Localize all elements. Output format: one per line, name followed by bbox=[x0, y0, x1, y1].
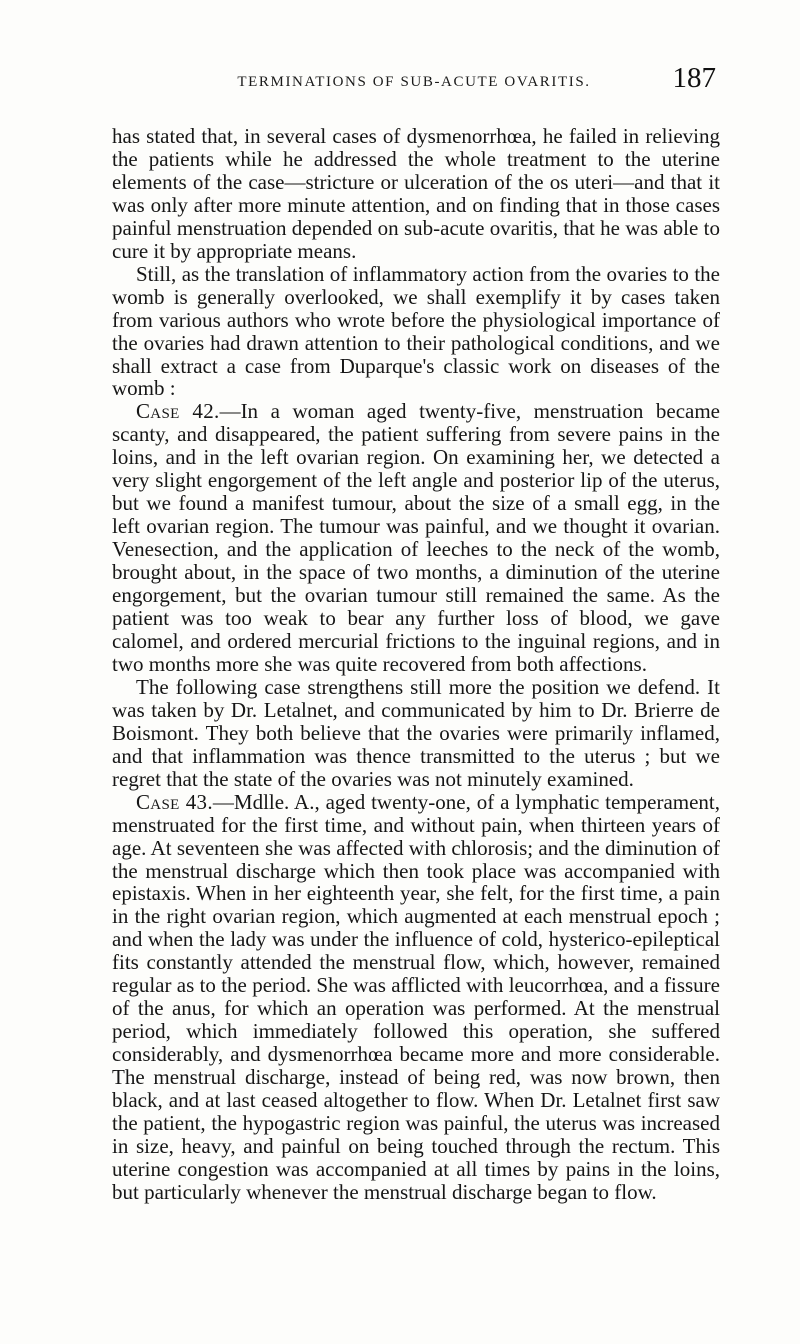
paragraph-text: —In a woman aged twenty-five, menstruation became scanty, and disappeared, the patient suffering from severe pains in the loins, and in the left ovarian region. On examining her, we detected a very slight engorgement of the left angle and posterior lip of the uterus, but we found a manifest tumour, about the size of a small egg, in the left ovarian region. The tumour was painful, and we thought it ovarian. Venesection, and the application of leeches to the neck of the womb, brought about, in the space of two months, a diminution of the uterine engorgement, but the ovarian tumour still remained the same. As the patient was too weak to bear any further loss of blood, we gave calomel, and ordered mercurial frictions to the inguinal regions, and in two months more she was quite recovered from both affections. bbox=[112, 399, 720, 676]
paragraph-text: —Mdlle. A., aged twenty-one, of a lymphatic temperament, menstruated for the first time, and without pain, when thirteen years of age. At seventeen she was affected with chlorosis; and the diminution of the menstrual discharge which then took place was accompanied with epistaxis. When in her eighteenth year, she felt, for the first time, a pain in the right ovarian region, which augmented at each menstrual epoch ; and when the lady was under the influence of cold, hysterico-epileptical fits constantly attended the menstrual flow, which, however, remained regular as to the period. She was afflicted with leucorrhœa, and a fissure of the anus, for which an operation was performed. At the menstrual period, which immediately followed this operation, she suffered considerably, and dysmenorrhœa became more and more considerable. The menstrual discharge, instead of being red, was now brown, then black, and at last ceased altogether to flow. When Dr. Letalnet first saw the patient, the hypogastric region was painful, the uterus was increased in size, heavy, and painful on being touched through the rectum. This uterine congestion was accompanied at all times by pains in the loins, but particularly whenever the menstrual discharge began to flow. bbox=[112, 789, 721, 1204]
paragraph-continuation bbox=[112, 125, 720, 263]
case-label: Case 43. bbox=[136, 789, 213, 814]
running-title: TERMINATIONS OF SUB-ACUTE OVARITIS. bbox=[237, 74, 591, 90]
paragraph bbox=[112, 676, 720, 791]
paragraph bbox=[112, 263, 720, 401]
paragraph-text: Still, as the translation of inflammatory action from the ovaries to the womb is generally overlooked, we shall exemplify it by cases taken from various authors who wrote before the physiological importance of the ovaries had drawn attention to their pathological conditions, and we shall extract a case from Duparque's classic work on diseases of the womb : bbox=[112, 261, 720, 401]
paragraph-text: has stated that, in several cases of dysmenorrhœa, he failed in relieving the patients while he addressed the whole treatment to the uterine elements of the case—stricture or ulceration of the os uteri—and that it was only after more minute attention, and on finding that in those cases painful menstruation depended on sub-acute ovaritis, that he was able to cure it by appropriate means. bbox=[112, 124, 720, 263]
body-text bbox=[112, 125, 720, 1204]
case-label: Case 42. bbox=[136, 399, 220, 424]
case-paragraph bbox=[112, 791, 720, 1204]
page-number: 187 bbox=[672, 62, 716, 94]
case-paragraph bbox=[112, 400, 720, 675]
running-head bbox=[112, 60, 716, 100]
paragraph-text: The following case strengthens still more the position we defend. It was taken by Dr. Letalnet, and communicated by him to Dr. Brierre de Boismont. They both believe that the ovaries were primarily inflamed, and that inflammation was thence transmitted to the uterus ; but we regret that the state of the ovaries was not minutely examined. bbox=[112, 674, 720, 791]
